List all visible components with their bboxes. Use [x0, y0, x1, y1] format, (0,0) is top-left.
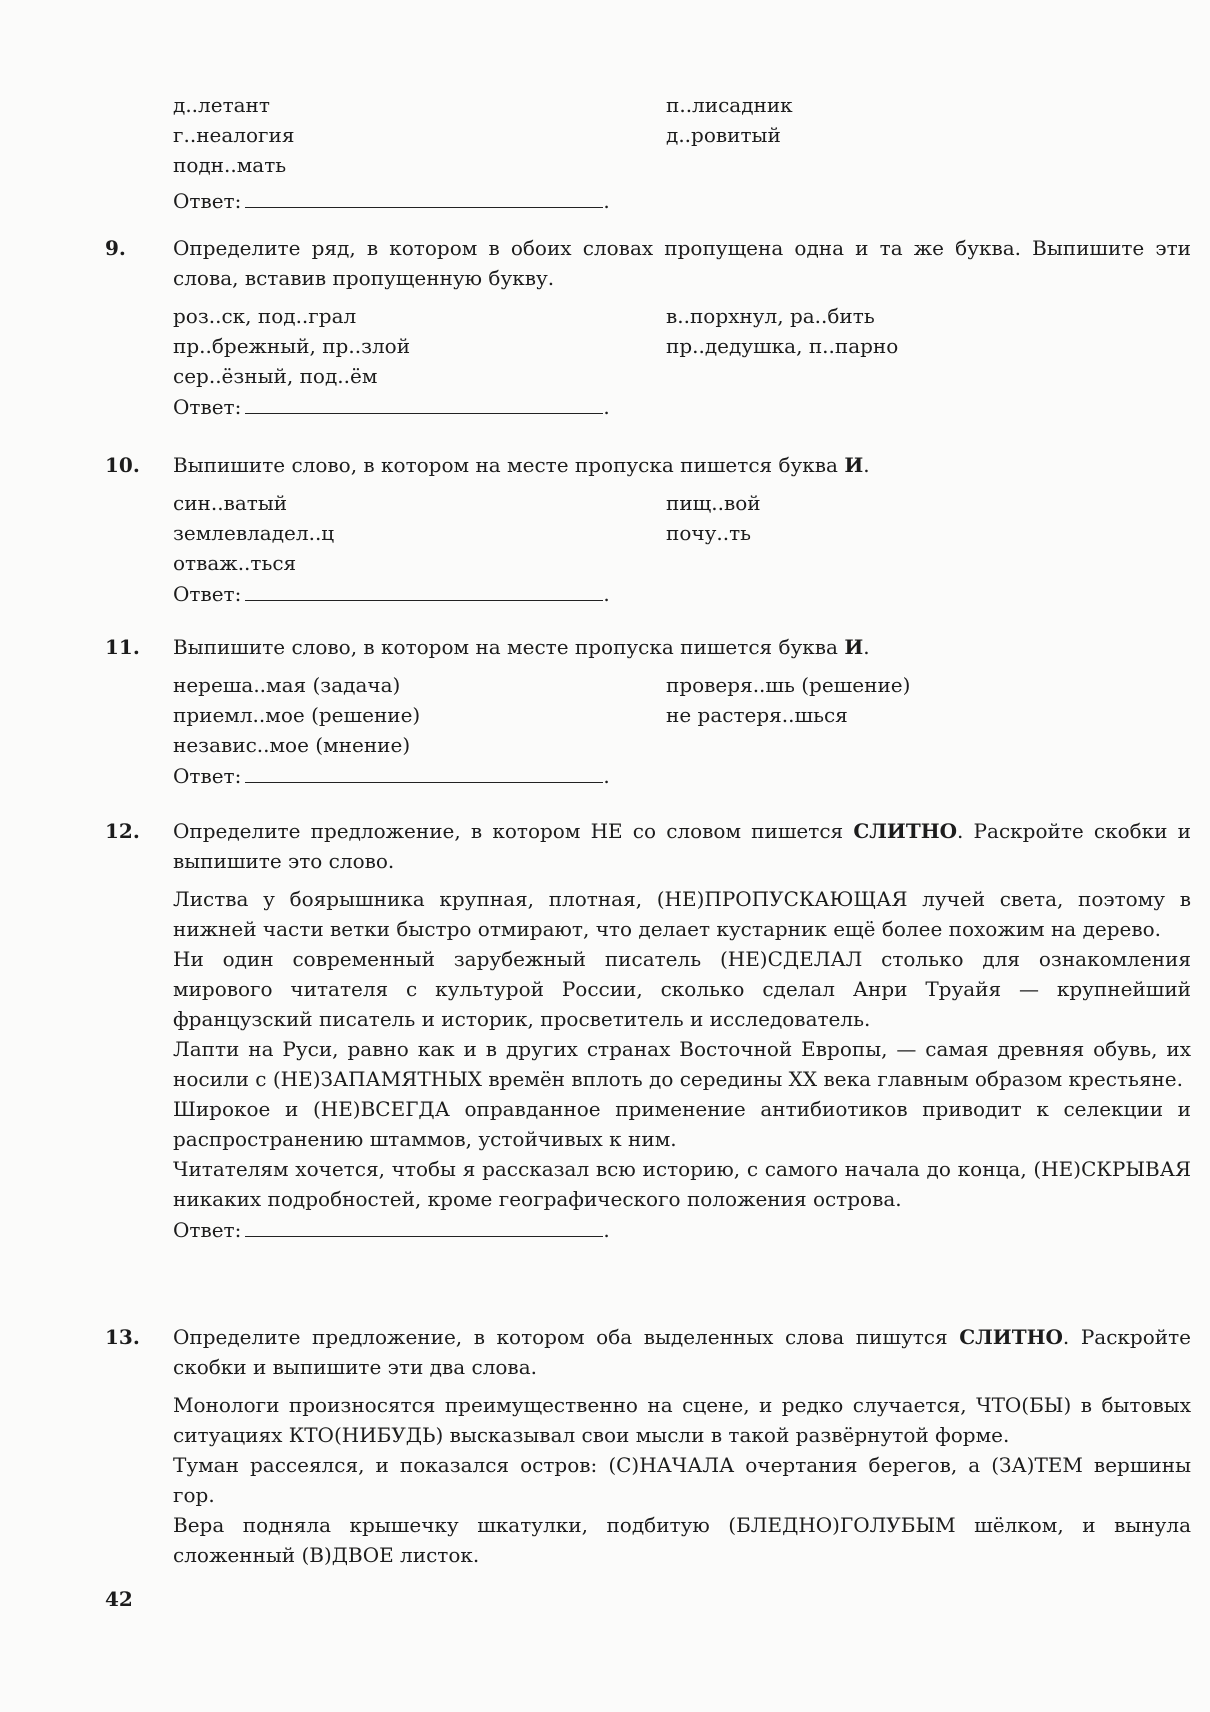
- word-option: д..ровитый: [666, 123, 781, 147]
- sentence-option: Туман рассеялся, и показался остров: (С)НАЧАЛА очертания берегов, а (ЗА)ТЕМ вершины гор.: [173, 1453, 1191, 1507]
- sentence-option: Лапти на Руси, равно как и в других странах Восточной Европы, — самая древняя обувь, их носили с (НЕ)ЗАПАМЯТНЫХ времён вплоть до середины XX века главным образом крестьяне.: [173, 1037, 1191, 1091]
- word-option: сер..ёзный, под..ём: [173, 364, 378, 388]
- answer-label: Ответ:: [173, 395, 242, 419]
- answer-label: Ответ:: [173, 189, 242, 213]
- question-text-end: . Раскройте скобки и выпишите это слово.: [173, 819, 1192, 873]
- sentence-option: Листва у боярышника крупная, плотная, (НЕ)ПРОПУСКАЮЩАЯ лучей света, поэтому в нижней части ветки быстро отмирают, что делает кустарник ещё более похожим на дерево.: [173, 887, 1191, 941]
- task-number: 13.: [105, 1325, 140, 1349]
- word-option: п..лисадник: [666, 93, 793, 117]
- word-option: роз..ск, под..грал: [173, 304, 357, 328]
- word-option: пищ..вой: [666, 491, 761, 515]
- word-option: проверя..шь (решение): [666, 673, 911, 697]
- word-option: д..летант: [173, 93, 270, 117]
- word-option: не растеря..шься: [666, 703, 848, 727]
- answer-label: Ответ:: [173, 582, 242, 606]
- answer-line: Ответ: .: [173, 1214, 1191, 1244]
- word-option: пр..брежный, пр..злой: [173, 334, 411, 358]
- task-number: 11.: [105, 635, 140, 659]
- task-question: [173, 816, 1191, 876]
- answer-blank: [245, 391, 603, 414]
- word-option: землевладел..ц: [173, 521, 335, 545]
- answer-blank: [245, 1214, 603, 1237]
- question-text: Выпишите слово, в котором на месте пропуска пишется буква: [173, 453, 845, 477]
- sentence-option: Широкое и (НЕ)ВСЕГДА оправданное применение антибиотиков приводит к селекции и распространению штаммов, устойчивых к ним.: [173, 1097, 1191, 1151]
- question-emphasis: И: [844, 453, 864, 477]
- sentence-option: Ни один современный зарубежный писатель (НЕ)СДЕЛАЛ столько для ознакомления мирового читателя с культурой России, сколько сделал Анри Труайя — крупнейший французский писатель и историк, просветитель и исследователь.: [173, 947, 1191, 1031]
- word-option: независ..мое (мнение): [173, 733, 411, 757]
- word-option: нереша..мая (задача): [173, 673, 401, 697]
- word-option: подн..мать: [173, 153, 287, 177]
- word-column-left: [173, 301, 653, 391]
- task-question: [173, 1322, 1191, 1382]
- answer-blank: [245, 578, 603, 601]
- task-question: [173, 450, 1191, 480]
- word-column-right: [666, 488, 1126, 548]
- answer-blank: [245, 760, 603, 783]
- task-question: [173, 632, 1191, 662]
- question-text-end: .: [863, 453, 870, 477]
- task-number: 10.: [105, 453, 140, 477]
- question-text-end: . Раскройте скобки и выпишите эти два слова.: [173, 1325, 1191, 1379]
- task-number: 9.: [105, 236, 126, 260]
- task-number: 12.: [105, 819, 140, 843]
- word-option: пр..дедушка, п..парно: [666, 334, 899, 358]
- word-option: син..ватый: [173, 491, 288, 515]
- question-text: Выпишите слово, в котором на месте пропуска пишется буква: [173, 635, 845, 659]
- word-option: почу..ть: [666, 521, 752, 545]
- answer-label: Ответ:: [173, 1218, 242, 1242]
- word-options: [173, 670, 1191, 760]
- word-column-left: [173, 488, 653, 578]
- answer-line: Ответ: .: [173, 391, 1191, 421]
- question-emphasis: СЛИТНО: [959, 1325, 1063, 1349]
- word-column-right: [666, 301, 1126, 361]
- word-option: приемл..мое (решение): [173, 703, 421, 727]
- question-text-end: .: [863, 635, 870, 659]
- answer-line: Ответ: .: [173, 760, 1191, 790]
- word-column-left: [173, 670, 653, 760]
- task-8-word-options: [173, 90, 1133, 180]
- question-text: Определите предложение, в котором НЕ со словом пишется: [173, 819, 854, 843]
- word-option: в..порхнул, ра..бить: [666, 304, 875, 328]
- sentence-option: Читателям хочется, чтобы я рассказал всю историю, с самого начала до конца, (НЕ)СКРЫВАЯ никаких подробностей, кроме географического положения острова.: [173, 1157, 1191, 1211]
- answer-line: Ответ: .: [173, 578, 1191, 608]
- sentence-option: Вера подняла крышечку шкатулки, подбитую (БЛЕДНО)ГОЛУБЫМ шёлком, и вынула сложенный (В)ДВОЕ листок.: [173, 1513, 1191, 1567]
- word-options: [173, 301, 1191, 391]
- sentence-option: Монологи произносятся преимущественно на сцене, и редко случается, ЧТО(БЫ) в бытовых ситуациях КТО(НИБУДЬ) высказывал свои мысли в такой развёрнутой форме.: [173, 1393, 1191, 1447]
- word-option: отваж..ться: [173, 551, 297, 575]
- word-column-right: [666, 670, 1126, 730]
- answer-line-task-8: Ответ: .: [173, 185, 610, 215]
- word-options: [173, 488, 1191, 578]
- page-number: 42: [105, 1587, 133, 1611]
- word-column-right: [666, 90, 1126, 150]
- question-emphasis: СЛИТНО: [853, 819, 958, 843]
- answer-blank: [245, 185, 603, 208]
- question-emphasis: И: [844, 635, 864, 659]
- answer-label: Ответ:: [173, 764, 242, 788]
- question-text: Определите предложение, в котором оба выделенных слова пишутся: [173, 1325, 960, 1349]
- task-question: Определите ряд, в котором в обоих словах пропущена одна и та же буква. Выпишите эти слова, вставив пропущенную букву.: [173, 236, 1191, 290]
- word-option: г..неалогия: [173, 123, 295, 147]
- word-column-left: [173, 90, 653, 180]
